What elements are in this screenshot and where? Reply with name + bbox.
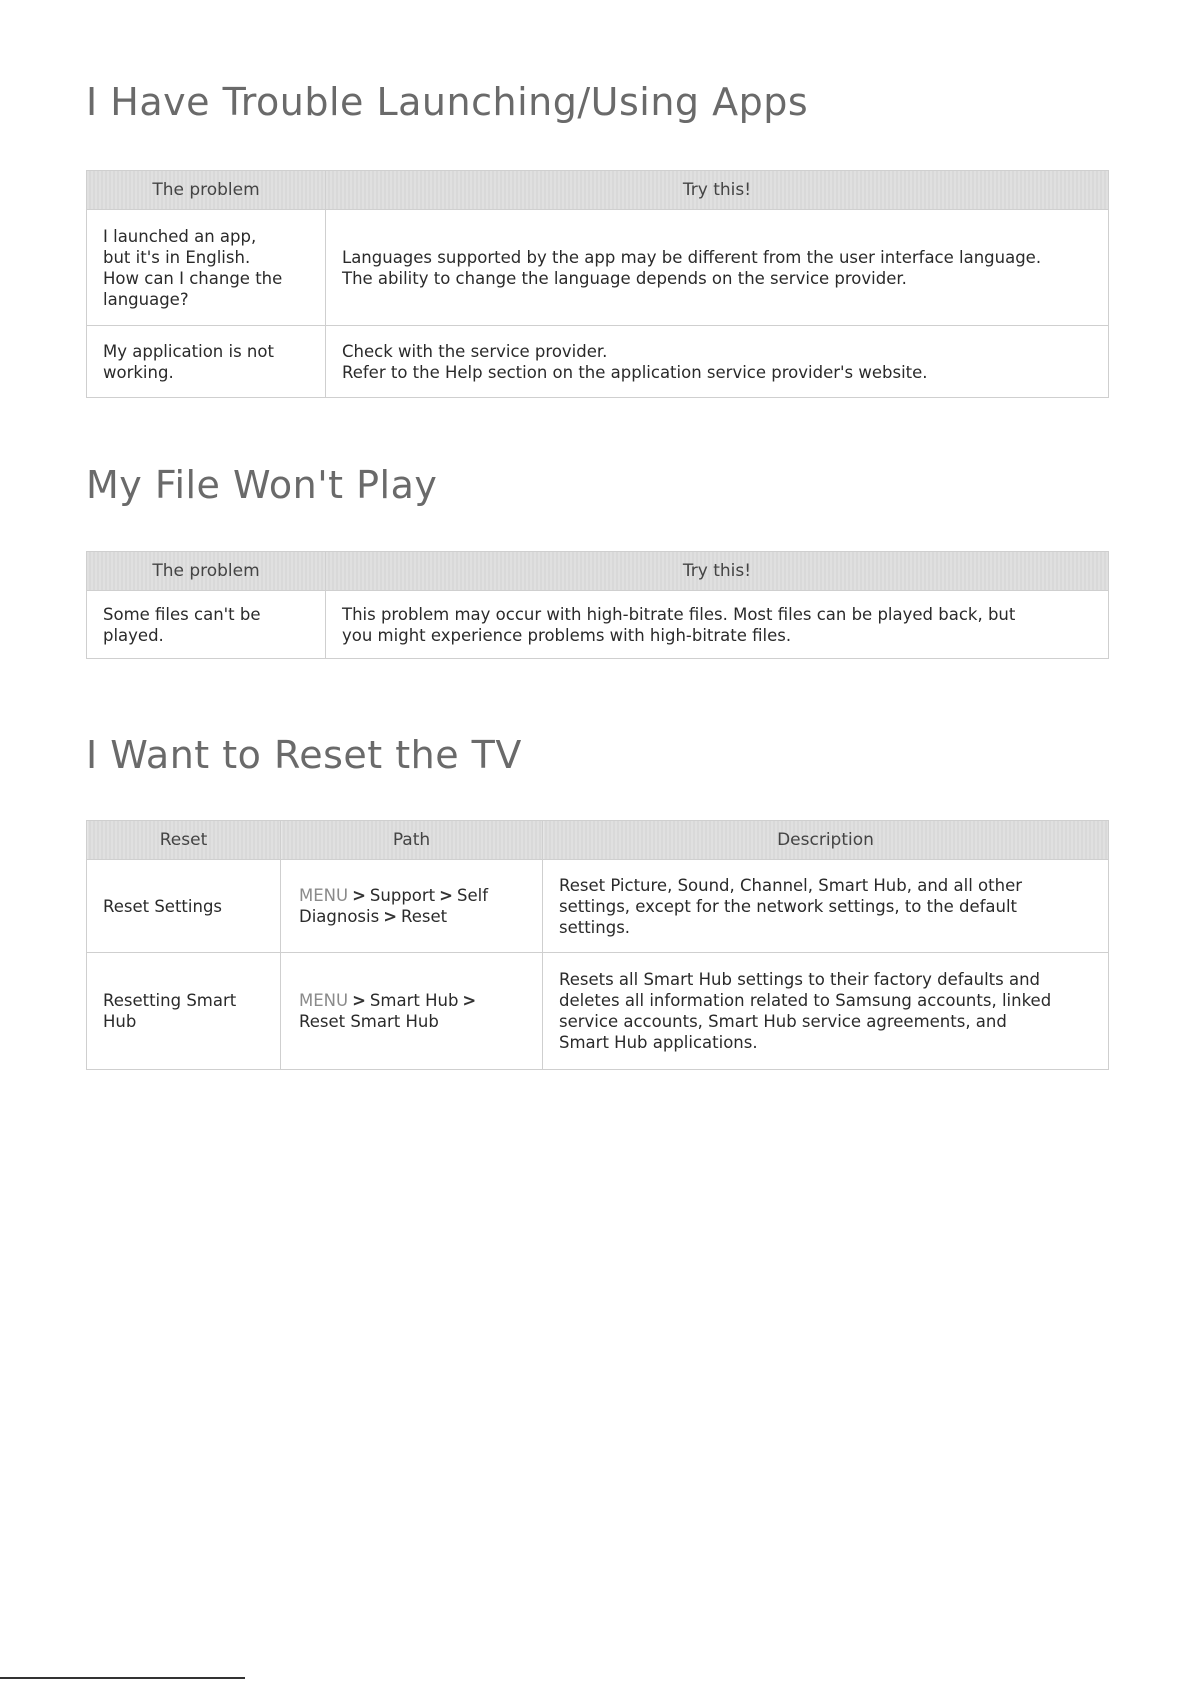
table-row <box>87 210 1109 326</box>
table-row <box>87 591 1109 659</box>
path-step: Reset <box>401 907 448 926</box>
header-problem: The problem <box>87 171 326 210</box>
section-title-reset: I Want to Reset the TV <box>86 733 522 777</box>
solution-cell <box>326 210 1109 326</box>
table-row <box>87 953 1109 1070</box>
section-title-file: My File Won't Play <box>86 463 438 507</box>
chevron-right-icon: > <box>352 886 366 905</box>
problem-line: How can I change the <box>103 268 283 288</box>
file-troubleshoot-table <box>86 551 1109 659</box>
path-step: Diagnosis <box>299 907 380 926</box>
description-line: Resets all Smart Hub settings to their factory defaults and <box>559 970 1041 989</box>
description-line: settings. <box>559 917 631 937</box>
reset-name: Reset Settings <box>103 896 223 916</box>
solution-line: Check with the service provider. <box>342 341 608 361</box>
chevron-right-icon: > <box>383 907 398 926</box>
table-row <box>87 326 1109 398</box>
menu-keyword: MENU <box>299 991 349 1010</box>
solution-line: you might experience problems with high-bitrate files. <box>342 625 792 645</box>
table-header-row <box>87 821 1109 860</box>
solution-line: This problem may occur with high-bitrate files. Most files can be played back, but <box>342 604 1016 624</box>
problem-line: played. <box>103 625 164 645</box>
header-problem: The problem <box>87 552 326 591</box>
section-title-apps: I Have Trouble Launching/Using Apps <box>86 80 809 124</box>
path-cell <box>281 860 543 953</box>
header-reset: Reset <box>87 821 281 860</box>
reset-name-cell <box>87 953 281 1070</box>
reset-name: Hub <box>103 1012 137 1031</box>
description-cell <box>543 860 1109 953</box>
header-try-this: Try this! <box>326 552 1109 591</box>
table-row <box>87 860 1109 953</box>
problem-line: working. <box>103 362 174 382</box>
problem-line: but it's in English. <box>103 247 251 267</box>
apps-troubleshoot-table <box>86 170 1109 398</box>
solution-line: Refer to the Help section on the application service provider's website. <box>342 362 928 382</box>
problem-line: language? <box>103 289 189 309</box>
reset-table <box>86 820 1109 1070</box>
path-step: Support <box>369 886 436 905</box>
problem-cell <box>87 210 326 326</box>
chevron-right-icon: > <box>462 991 477 1010</box>
path-line <box>299 990 526 1011</box>
path-cell <box>281 953 543 1070</box>
problem-line: Some files can't be <box>103 604 261 624</box>
path-step: Smart Hub <box>369 991 459 1010</box>
menu-keyword: MENU <box>299 886 349 905</box>
problem-cell <box>87 591 326 659</box>
header-description: Description <box>543 821 1109 860</box>
header-path: Path <box>281 821 543 860</box>
problem-line: My application is not <box>103 341 274 361</box>
header-try-this: Try this! <box>326 171 1109 210</box>
chevron-right-icon: > <box>439 886 453 905</box>
table-header-row <box>87 171 1109 210</box>
problem-line: I launched an app, <box>103 226 257 246</box>
description-line: service accounts, Smart Hub service agreements, and <box>559 1012 1007 1031</box>
reset-name: Resetting Smart <box>103 991 237 1010</box>
path-step: Reset Smart Hub <box>299 1012 439 1031</box>
solution-line: The ability to change the language depends on the service provider. <box>342 268 907 288</box>
path-line <box>299 885 526 906</box>
path-step: Self <box>456 886 489 905</box>
solution-cell <box>326 326 1109 398</box>
description-line: deletes all information related to Samsung accounts, linked <box>559 991 1052 1010</box>
footer-rule <box>0 1677 245 1679</box>
description-cell <box>543 953 1109 1070</box>
solution-cell <box>326 591 1109 659</box>
reset-name-cell <box>87 860 281 953</box>
solution-line: Languages supported by the app may be different from the user interface language. <box>342 247 1042 267</box>
description-line: settings, except for the network settings, to the default <box>559 896 1018 916</box>
problem-cell <box>87 326 326 398</box>
chevron-right-icon: > <box>352 991 366 1010</box>
description-line: Reset Picture, Sound, Channel, Smart Hub, and all other <box>559 875 1022 895</box>
description-line: Smart Hub applications. <box>559 1033 758 1052</box>
table-header-row <box>87 552 1109 591</box>
path-line <box>299 1011 526 1032</box>
path-line <box>299 906 526 927</box>
